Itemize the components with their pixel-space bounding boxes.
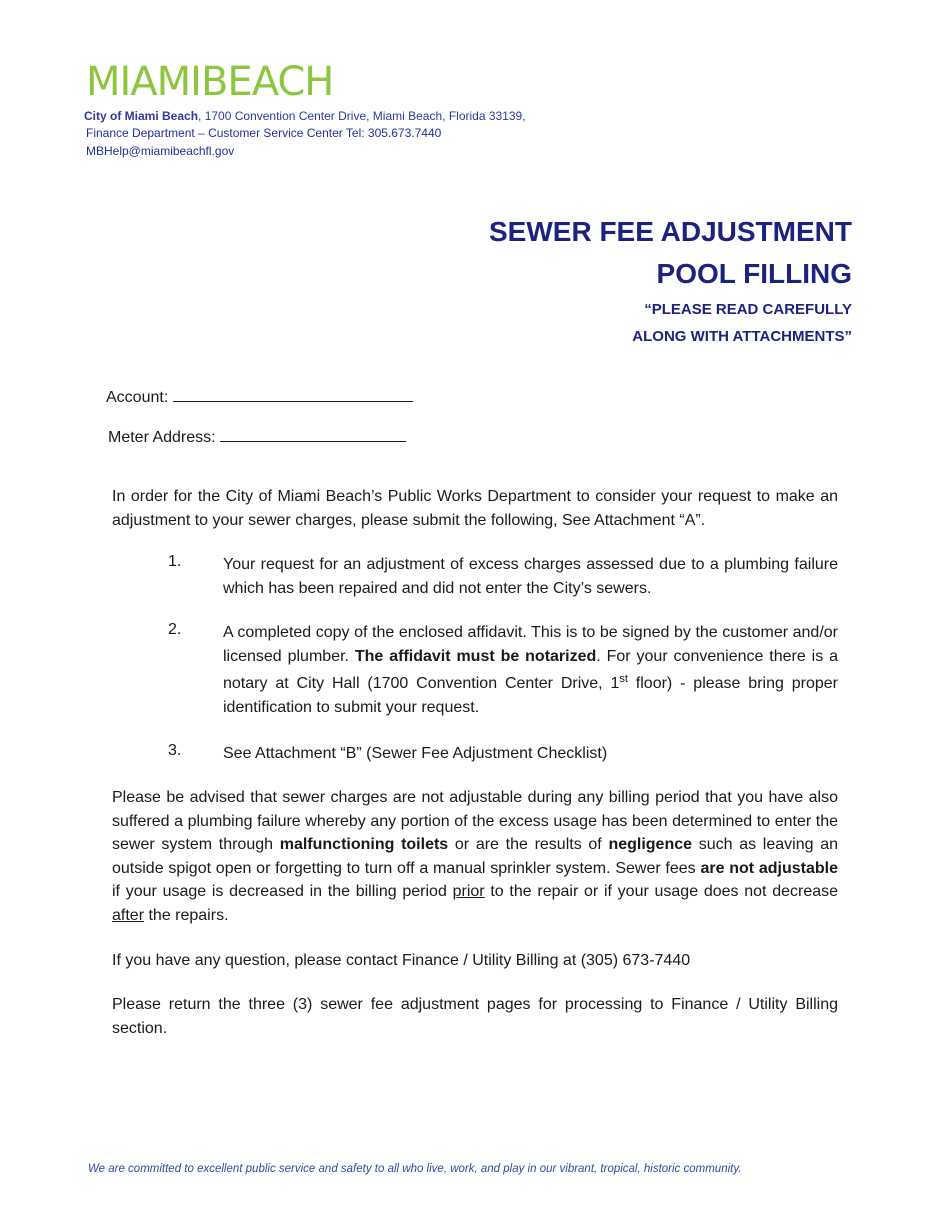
subtitle-line-2: ALONG WITH ATTACHMENTS” — [632, 328, 852, 345]
title-line-1: SEWER FEE ADJUSTMENT — [489, 216, 852, 247]
account-field-row — [106, 385, 413, 407]
miami-beach-logo — [86, 59, 334, 105]
list-item-3-text: See Attachment “B” (Sewer Fee Adjustment Checklist) — [223, 745, 608, 762]
street-address: , 1700 Convention Center Drive, Miami Beach, Florida 33139, — [198, 109, 526, 123]
subtitle-line-1: “PLEASE READ CAREFULLY — [644, 301, 852, 318]
list-item-1-text: Your request for an adjustment of excess charges assessed due to a plumbing failure which has been repaired and did not enter the City’s sewers. — [223, 556, 838, 597]
address-line — [84, 108, 526, 125]
logo-miami: MIAMI — [86, 59, 201, 105]
account-label: Account: — [106, 389, 169, 406]
logo-beach: BEACH — [200, 59, 334, 105]
advised-text-4: if your usage is decreased in the billing period — [112, 883, 447, 900]
advisory-paragraph — [112, 786, 838, 927]
advised-underline-after: after — [112, 906, 145, 924]
contact-paragraph: If you have any question, please contact Finance / Utility Billing at (305) 673-7440 — [112, 952, 691, 969]
list-item-2-text — [223, 621, 838, 719]
department-line: Finance Department – Customer Service Center Tel: 305.673.7440 — [86, 126, 442, 140]
advised-text-6: the repairs. — [148, 906, 229, 924]
list-item-3-number: 3. — [168, 742, 182, 759]
meter-address-input-line[interactable] — [220, 425, 406, 442]
document-title-block — [489, 212, 852, 350]
list-item-2-number: 2. — [168, 621, 182, 638]
title-line-2: POOL FILLING — [656, 258, 852, 289]
advised-text-1: Please be advised that sewer charges are not adjustable during any billing period that you have also suffered a plumbing failure whereby any portion of the excess usage has been determined to enter the sewer system through — [112, 789, 838, 853]
advised-text-3: such as leaving an outside spigot open or forgetting to turn off a manual sprinkler system. Sewer fees — [112, 836, 838, 877]
meter-address-field-row — [108, 425, 406, 447]
meter-address-label: Meter Address: — [108, 429, 216, 446]
return-paragraph: Please return the three (3) sewer fee adjustment pages for processing to Finance / Utility Billing section. — [112, 996, 838, 1037]
advised-text-5: to the repair or if your usage does not decrease — [490, 883, 839, 900]
item-2-notarized-bold: The affidavit must be notarized — [354, 647, 597, 665]
item-2-text-a: A completed copy of the enclosed affidavit. This is to be signed by the customer and/or licensed plumber. — [223, 624, 838, 665]
item-2-text-b: . For your convenience there is a notary at City Hall (1700 Convention Center Drive, 1 — [223, 647, 839, 692]
advised-text-2: or are the results of — [454, 836, 602, 853]
advised-bold-toilets: malfunctioning toilets — [279, 836, 449, 853]
advised-underline-prior: prior — [452, 883, 485, 900]
item-2-text-c: floor) - please bring proper identification to submit your request. — [223, 675, 838, 716]
advised-bold-negligence: negligence — [608, 836, 693, 853]
city-name: City of Miami Beach — [84, 109, 199, 123]
advised-bold-not-adjustable: are not adjustable — [700, 859, 838, 877]
email-link[interactable]: MBHelp@miamibeachfl.gov — [86, 144, 235, 158]
footer-tagline: We are committed to excellent public service and safety to all who live, work, and play in our vibrant, tropical, historic community. — [88, 1163, 742, 1175]
intro-paragraph: In order for the City of Miami Beach’s Public Works Department to consider your request to make an adjustment to your sewer charges, please submit the following, See Attachment “A”. — [112, 488, 838, 529]
account-input-line[interactable] — [173, 385, 413, 402]
item-2-sup: st — [619, 673, 628, 685]
list-item-1-number: 1. — [168, 553, 182, 570]
